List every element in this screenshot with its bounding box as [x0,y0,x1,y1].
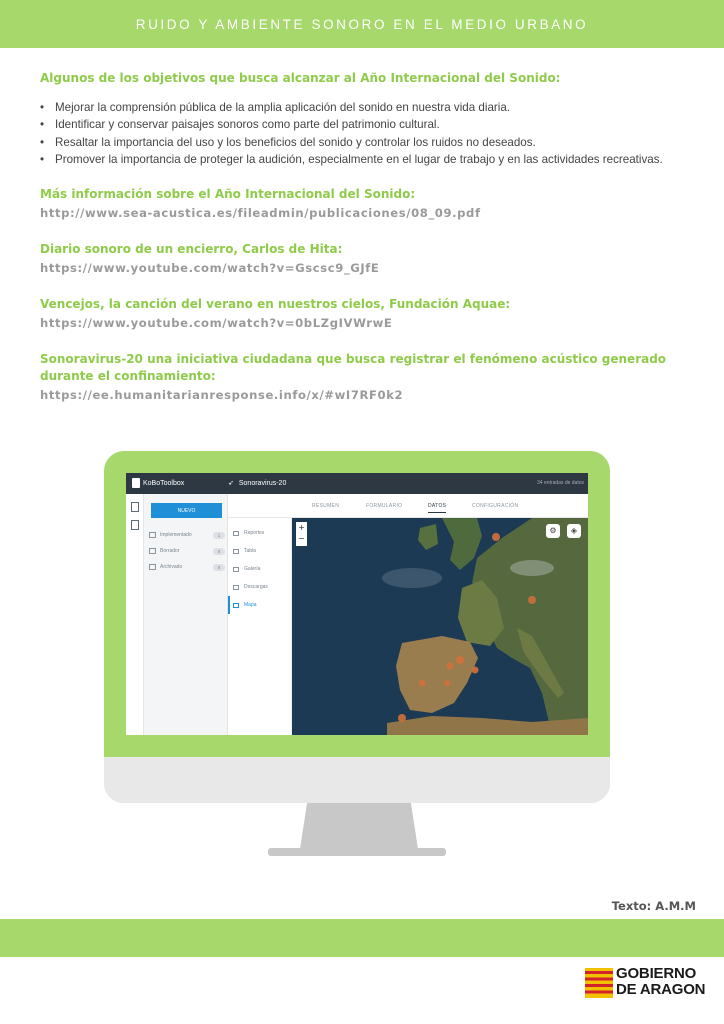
download-icon [233,585,239,590]
monitor-illustration [104,451,610,803]
kobo-logo-icon [132,478,140,488]
data-submenu [228,518,292,735]
rocket-icon: ➶ [228,480,234,487]
resource-block [40,186,680,222]
monitor-stand-base [268,848,446,856]
project-title: Sonoravirus-20 [238,479,287,487]
zoom-in-button[interactable]: + [298,523,305,532]
list-item: • Resaltar la importancia del uso y los beneficios del sonido y controlar los ruidos no deseados. [40,134,680,151]
count-badge: 1 [213,532,225,539]
count-badge: 0 [213,564,225,571]
logo-text [616,966,705,997]
resource-link[interactable]: https://ee.humanitarianresponse.info/x/#wI7RF0k2 [40,388,404,403]
footer-band [0,919,724,957]
new-project-button[interactable]: NUEVO [151,503,222,518]
tab-configuracion[interactable]: CONFIGURACIÓN [472,503,519,509]
sidebar-item-label: Borrador [160,548,180,554]
tab-datos[interactable]: DATOS [428,503,446,513]
count-badge: 0 [213,548,225,555]
projects-sidebar [144,494,228,735]
tab-resumen[interactable]: RESUMEN [312,503,340,509]
menu-item-mapa[interactable] [233,602,257,608]
rocket-icon [149,532,156,538]
resource-block [40,241,680,277]
table-icon [233,549,239,554]
side-icon-rail [126,494,144,735]
resource-link[interactable]: http://www.sea-acustica.es/fileadmin/publicaciones/08_09.pdf [40,206,481,221]
main-content [40,70,680,404]
objectives-heading: Algunos de los objetivos que busca alcanzar al Año Internacional del Sonido: [40,71,561,85]
resource-title: Más información sobre el Año Internacional del Sonido: [40,187,416,202]
app-name: KoBoToolbox [143,479,185,487]
logo-line-2: DE ARAGON [616,980,706,998]
active-indicator [228,596,230,614]
sidebar-item-label: Archivado [160,564,183,570]
project-status-list [149,527,225,575]
gobierno-aragon-logo [585,966,715,1002]
map-icon [233,603,239,608]
clipboard-icon[interactable] [131,502,139,512]
zoom-control [296,522,307,546]
map-settings-icon[interactable]: ⚙ [546,524,560,538]
app-screenshot [126,473,588,735]
kobo-logo [132,478,184,488]
list-item: • Promover la importancia de proteger la audición, especialmente en el lugar de trabajo y en las actividades recreativas. [40,151,680,168]
project-header [228,479,286,487]
logo-line-1: GOBIERNO [616,965,697,982]
archive-icon [149,564,156,570]
draft-icon [149,548,156,554]
monitor-chin [104,757,610,803]
menu-item-descargas[interactable] [233,584,268,590]
menu-item-label: Galería [244,566,261,572]
sidebar-item-borrador[interactable] [149,543,225,559]
sidebar-item-implementado[interactable] [149,527,225,543]
resource-title: Diario sonoro de un encierro, Carlos de Hita: [40,242,343,257]
menu-item-tabla[interactable] [233,548,256,554]
resource-title: Sonoravirus-20 una iniciativa ciudadana que busca registrar el fenómeno acústico generado durante el confinamiento: [40,352,667,384]
monitor-stand-neck [300,803,418,849]
aragon-flag-icon [585,968,613,998]
sidebar-item-archivado[interactable] [149,559,225,575]
report-icon [233,531,239,536]
menu-item-label: Mapa [244,602,257,608]
menu-item-galeria[interactable] [233,566,260,572]
menu-item-reportes[interactable] [233,530,264,536]
entries-count: 34 entradas de datos [537,480,584,486]
resource-link[interactable]: https://www.youtube.com/watch?v=Gscsc9_GJfE [40,261,380,276]
page-title: RUIDO Y AMBIENTE SONORO EN EL MEDIO URBANO [135,16,589,32]
list-item: • Mejorar la comprensión pública de la amplia aplicación del sonido en nuestra vida diaria. [40,99,680,116]
app-topbar [126,473,588,494]
objectives-list [40,99,680,168]
project-tabs [228,494,588,518]
header-band [0,0,724,48]
resource-title: Vencejos, la canción del verano en nuestros cielos, Fundación Aquae: [40,297,511,312]
gallery-icon [233,567,239,572]
map-image [292,518,588,735]
tab-formulario[interactable]: FORMULARIO [366,503,403,509]
menu-item-label: Tabla [244,548,256,554]
satellite-map[interactable] [292,518,588,735]
menu-item-label: Reportes [244,530,265,536]
sidebar-item-label: Implementado [160,532,192,538]
zoom-out-button[interactable]: − [298,534,305,543]
menu-item-label: Descargas [244,584,268,590]
author-credit: Texto: A.M.M [611,899,696,913]
resource-link[interactable]: https://www.youtube.com/watch?v=0bLZgIVWrwE [40,316,393,331]
resource-block [40,296,680,332]
list-item: • Identificar y conservar paisajes sonoros como parte del patrimonio cultural. [40,116,680,133]
layers-icon[interactable]: ◈ [567,524,581,538]
library-icon[interactable] [131,520,139,530]
resource-block [40,351,680,404]
